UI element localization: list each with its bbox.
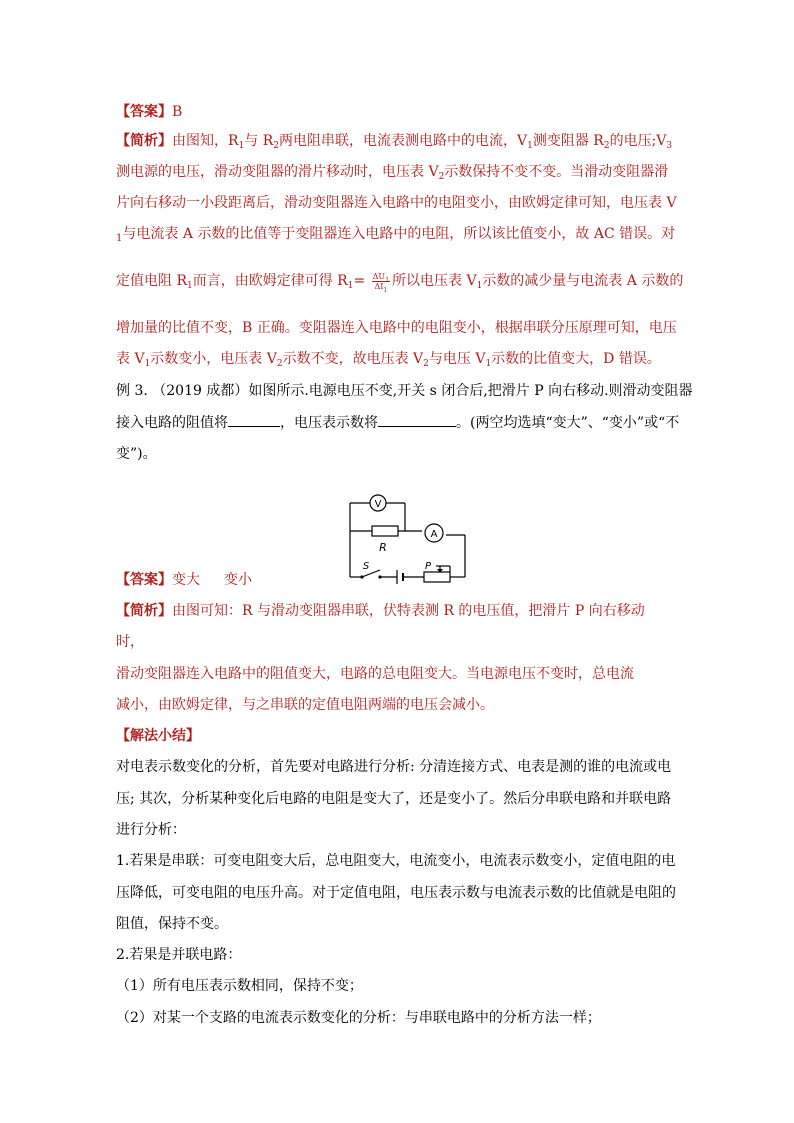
subscript: 1	[144, 359, 151, 369]
text: 示数不变，故电压表 V	[282, 351, 424, 367]
text: 2.若果是并联电路：	[116, 947, 242, 963]
explanation-tag: 【简析】	[116, 603, 172, 619]
switch-label: S	[362, 561, 370, 572]
text: ΔU	[372, 271, 386, 281]
text: 与电流表 A 示数的比值等于变阻器连入电路中的电阻，所以该比值变小，故 AC 错误。对	[122, 226, 676, 242]
summary-line-6	[116, 914, 228, 934]
subscript: 2	[603, 141, 610, 151]
explanation-line-2	[116, 162, 668, 182]
text: 片向右移动一小段距离后，滑动变阻器连入电路中的电阻变小，由欧姆定律可知，电压表 V	[116, 195, 677, 211]
text: 例 3. （2019 成都）如图所示.电源电压不变,开关 s 闭合后,把滑片 P 向右移动.则滑动变阻器	[116, 383, 693, 399]
example-3-line-3	[116, 444, 157, 464]
fraction	[372, 271, 390, 294]
text: 减小，由欧姆定律，与之串联的定值电阻两端的电压会减小。	[116, 697, 494, 713]
explanation2-line-1	[116, 601, 645, 621]
subscript: 1	[476, 281, 483, 291]
text: （1）所有电压表示数相同，保持不变；	[116, 978, 363, 994]
text: 1.若果是串联：可变电阻变大后，总电阻变大，电流变小，电流表示数变小，定值电阻的电	[116, 853, 676, 869]
text: =	[353, 273, 370, 289]
explanation-line-1	[116, 131, 672, 151]
explanation2-line-3	[116, 664, 634, 684]
text: 由图知，R	[172, 133, 239, 149]
text: 。(两空均选填“变大”、“变小”或“不	[456, 415, 680, 431]
text: 示数的减少量与电流表 A 示数的	[482, 273, 684, 289]
text: 由图可知：R 与滑动变阻器串联，伏特表测 R 的电压值，把滑片 P 向右移动	[172, 603, 645, 619]
text: 进行分析：	[116, 822, 186, 838]
answer-value-1: 变大	[172, 572, 200, 588]
example-3-line-2	[116, 412, 679, 432]
text: 示数的比值变大，D 错误。	[491, 351, 661, 367]
answer-line-2	[116, 570, 252, 590]
answer-blank-2[interactable]	[378, 412, 456, 427]
text: 滑动变阻器连入电路中的阻值变大，电路的总电阻变大。当电源电压不变时，总电流	[116, 666, 634, 682]
example-3-line-1	[116, 381, 693, 401]
explanation-tag: 【简析】	[116, 133, 172, 149]
summary-line-4	[116, 851, 675, 871]
subscript: 1	[347, 281, 354, 291]
text: 测电源的电压，滑动变阻器的滑片移动时，电压表 V	[116, 164, 439, 180]
subscript: 1	[385, 276, 390, 284]
text: 与电压 V	[428, 351, 486, 367]
summary-tag: 【解法小结】	[116, 728, 200, 744]
circuit-diagram	[340, 490, 470, 594]
text: 两电阻串联，电流表测电路中的电流，V	[279, 133, 528, 149]
text: 时，	[116, 634, 144, 650]
text: 示数变小，电压表 V	[150, 351, 277, 367]
rheostat	[424, 572, 450, 582]
explanation-line-5	[116, 271, 684, 294]
switch-contact	[378, 575, 381, 578]
text: 而言，由欧姆定律可得 R	[192, 273, 348, 289]
text: 表 V	[116, 351, 145, 367]
text: 示数保持不变不变。当滑动变阻器滑	[444, 164, 669, 180]
answer-value-2: 变小	[224, 572, 252, 588]
answer-value: B	[172, 104, 183, 120]
answer-blank-1[interactable]	[228, 412, 280, 427]
explanation-line-4	[116, 224, 675, 244]
ammeter-label: A	[430, 529, 438, 540]
subscript: 1	[187, 281, 193, 291]
subscript: 1	[383, 286, 388, 294]
explanation2-line-2	[116, 632, 144, 652]
subscript: 1	[485, 359, 492, 369]
summary-line-1	[116, 757, 671, 777]
resistor-label: R	[379, 541, 387, 554]
summary-line-9	[116, 1008, 601, 1028]
text: 压; 其次，分析某种变化后电路的电阻是变大了，还是变小了。然后分串联电路和并联电路	[116, 791, 672, 807]
text: 定值电阻 R	[116, 273, 187, 289]
text: 1	[116, 233, 123, 244]
text: 增加量的比值不变，B 正确。变阻器连入电路中的电阻变小，根据串联分压原理可知，电压	[116, 320, 677, 336]
explanation2-line-4	[116, 695, 494, 715]
answer-line-1	[116, 102, 182, 122]
text: （2）对某一个支路的电流表示数变化的分析：与串联电路中的分析方法一样；	[116, 1010, 601, 1026]
explanation-line-3	[116, 193, 677, 213]
subscript: 2	[423, 359, 429, 369]
text: 与 R	[244, 133, 274, 149]
answer-tag: 【答案】	[116, 104, 172, 120]
resistor-r	[372, 526, 398, 536]
subscript: 1	[238, 141, 245, 151]
subscript: 1	[527, 141, 533, 151]
summary-heading	[116, 726, 200, 746]
text: 变”)。	[116, 446, 157, 462]
subscript: 2	[276, 359, 283, 369]
text: 阻值，保持不变。	[116, 916, 228, 932]
text: 压降低，可变电阻的电压升高。对于定值电阻，电压表示数与电流表示数的比值就是电阻的	[116, 885, 676, 901]
subscript: 2	[273, 141, 280, 151]
text: 所以电压表 V	[392, 273, 477, 289]
explanation-line-6	[116, 318, 677, 338]
text: 对电表示数变化的分析，首先要对电路进行分析: 分清连接方式、电表是测的谁的电流或电	[116, 759, 672, 775]
summary-line-2	[116, 789, 671, 809]
summary-line-8	[116, 976, 363, 996]
summary-line-7	[116, 945, 241, 965]
slider-label: P	[424, 561, 432, 572]
text: 测变阻器 R	[532, 133, 604, 149]
summary-line-3	[116, 820, 186, 840]
summary-line-5	[116, 883, 676, 903]
subscript: 2	[438, 172, 445, 182]
explanation-line-7	[116, 349, 661, 369]
answer-tag: 【答案】	[116, 572, 172, 588]
subscript: 3	[666, 141, 673, 151]
text: ΔI	[374, 281, 384, 291]
text: 接入电路的阻值将	[116, 415, 228, 431]
text: 的电压;V	[609, 133, 667, 149]
switch-contact	[360, 575, 363, 578]
text: ，电压表示数将	[280, 415, 378, 431]
fraction-numerator	[372, 272, 390, 282]
voltmeter-label: V	[374, 499, 382, 510]
